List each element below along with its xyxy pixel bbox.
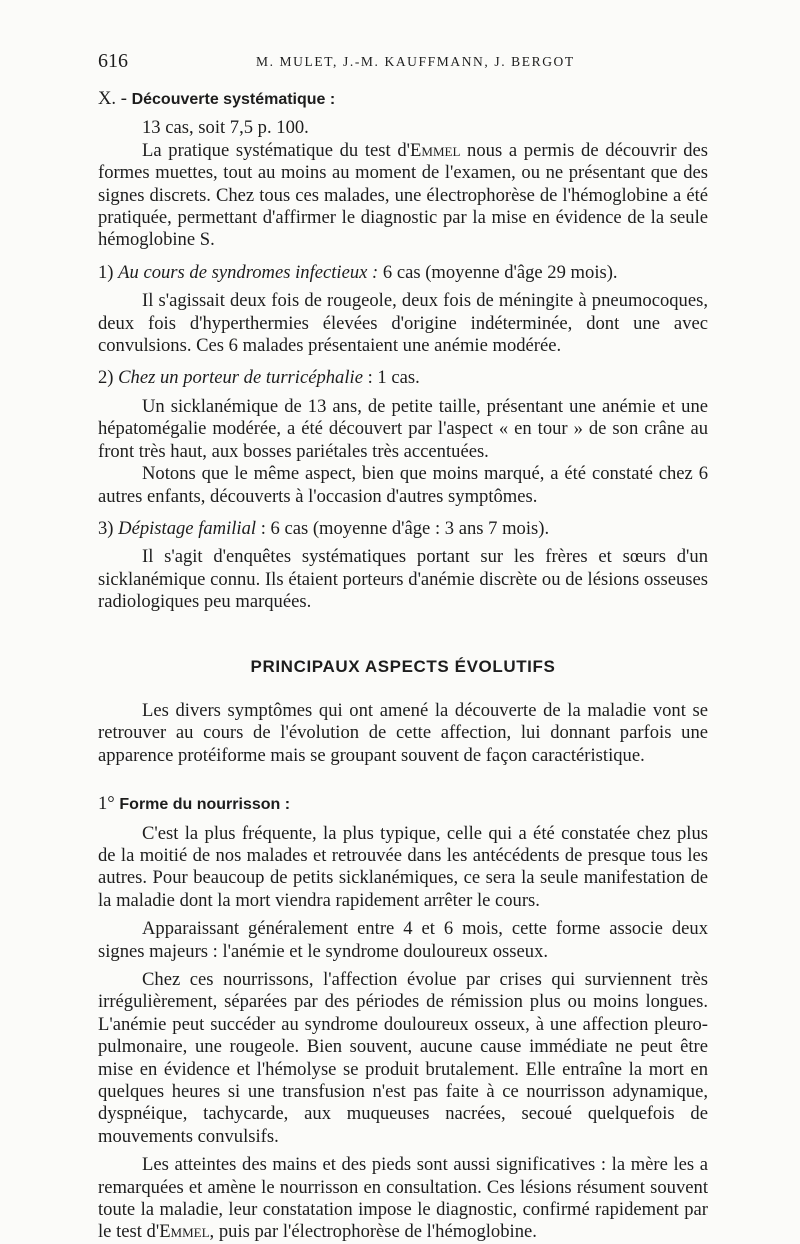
section-x-number: X. - (98, 88, 127, 109)
main-heading: PRINCIPAUX ASPECTS ÉVOLUTIFS (250, 656, 556, 676)
subsection-3-title: Dépistage familial (118, 517, 257, 539)
section-1-number: 1° (98, 793, 115, 815)
subsection-2-heading: 2) Chez un porteur de turricéphalie : 1 cas. (98, 367, 420, 389)
section-x-count: 13 cas, soit 7,5 p. 100. (142, 117, 309, 139)
author-name-emmel-2: Emmel (159, 1221, 210, 1243)
section-x-intro: La pratique systématique du test d'Emmel nous a permis de découvrir des formes muettes, tout au moins au moment de l'examen, ou ne présentant que des signes discrets. Chez tous ces malades, une électrophorèse de l'hémoglobine a été pratiquée, permettant d'affirmer le diagnostic par la mise en évidence de la seule hémoglobine S. (98, 139, 708, 251)
subsection-2-title: Chez un porteur de turricéphalie (118, 367, 363, 389)
subsection-1-heading: 1) Au cours de syndromes infectieux : 6 cas (moyenne d'âge 29 mois). (98, 261, 618, 283)
running-header (98, 50, 708, 74)
subsection-3-text: Il s'agit d'enquêtes systématiques portant sur les frères et sœurs d'un sicklanémique connu. Ils étaient porteurs d'anémie discrète ou de lésions osseuses radiologiques peu marquées. (98, 546, 708, 613)
article-body (98, 88, 708, 1244)
intro-paragraph: Les divers symptômes qui ont amené la découverte de la maladie vont se retrouver au cours de l'évolution de cette affection, lui donnant parfois une apparence protéiforme mais se groupant souvent de façon caractéristique. (98, 699, 708, 766)
subsection-3-heading: 3) Dépistage familial : 6 cas (moyenne d'âge : 3 ans 7 mois). (98, 517, 550, 539)
section-1-paragraph-4: Les atteintes des mains et des pieds sont aussi significatives : la mère les a remarquées et amène le nourrisson en consultation. Ces lésions résument souvent toute la maladie, leur constatation impose le diagnostic, confirmé rapidement par le test d'Emmel, puis par l'électrophorèse de l'hémoglobine. (98, 1154, 708, 1243)
section-x-title: Découverte systématique : (131, 91, 336, 108)
subsection-2-text-2: Notons que le même aspect, bien que moins marqué, a été constaté chez 6 autres enfants, découverts à l'occasion d'autres symptômes. (98, 463, 708, 507)
author-name-emmel: Emmel (410, 139, 461, 161)
subsection-2-text-1: Un sicklanémique de 13 ans, de petite taille, présentant une anémie et une hépatomégalie modérée, a été découvert par l'aspect « en tour » de son crâne au front très haut, aux bosses pariétales très accentuées. (98, 395, 708, 462)
section-1-paragraph-2: Apparaissant généralement entre 4 et 6 mois, cette forme associe deux signes majeurs : l'anémie et le syndrome douloureux osseux. (98, 918, 708, 962)
page-number: 616 (98, 50, 128, 72)
section-1-paragraph-3: Chez ces nourrissons, l'affection évolue par crises qui surviennent très irrégulièrement, séparées par des périodes de rémission plus ou moins longues. L'anémie peut succéder au syndrome douloureux osseux, à une affection pleuro-pulmonaire, une rougeole. Bien souvent, aucune cause immédiate ne peut être mise en évidence et l'hémolyse se produit brutalement. Elle entraîne la mort en quelques heures si une transfusion n'est pas faite à ce nourrisson adynamique, dyspnéique, tachycarde, aux muqueuses nacrées, secoué quelquefois de mouvements convulsifs. (98, 969, 708, 1147)
subsection-1-text: Il s'agissait deux fois de rougeole, deux fois de méningite à pneumocoques, deux fois d'hyperthermies élevées d'origine indéterminée, dont une avec convulsions. Ces 6 malades présentaient une anémie modérée. (98, 290, 708, 357)
subsection-1-title: Au cours de syndromes infectieux : (118, 261, 379, 283)
section-1-paragraph-1: C'est la plus fréquente, la plus typique, celle qui a été constatée chez plus de la moitié de nos malades et retrouvée dans les antécédents de presque tous les autres. Pour beaucoup de petits sicklanémiques, ce sera la seule manifestation de la maladie dont la mort viendra rapidement arrêter le cours. (98, 822, 708, 911)
section-x-heading (98, 88, 708, 111)
section-1-heading (98, 793, 708, 816)
section-1-title: Forme du nourrisson : (119, 796, 291, 814)
running-header-authors: M. MULET, J.-M. KAUFFMANN, J. BERGOT (256, 54, 575, 69)
